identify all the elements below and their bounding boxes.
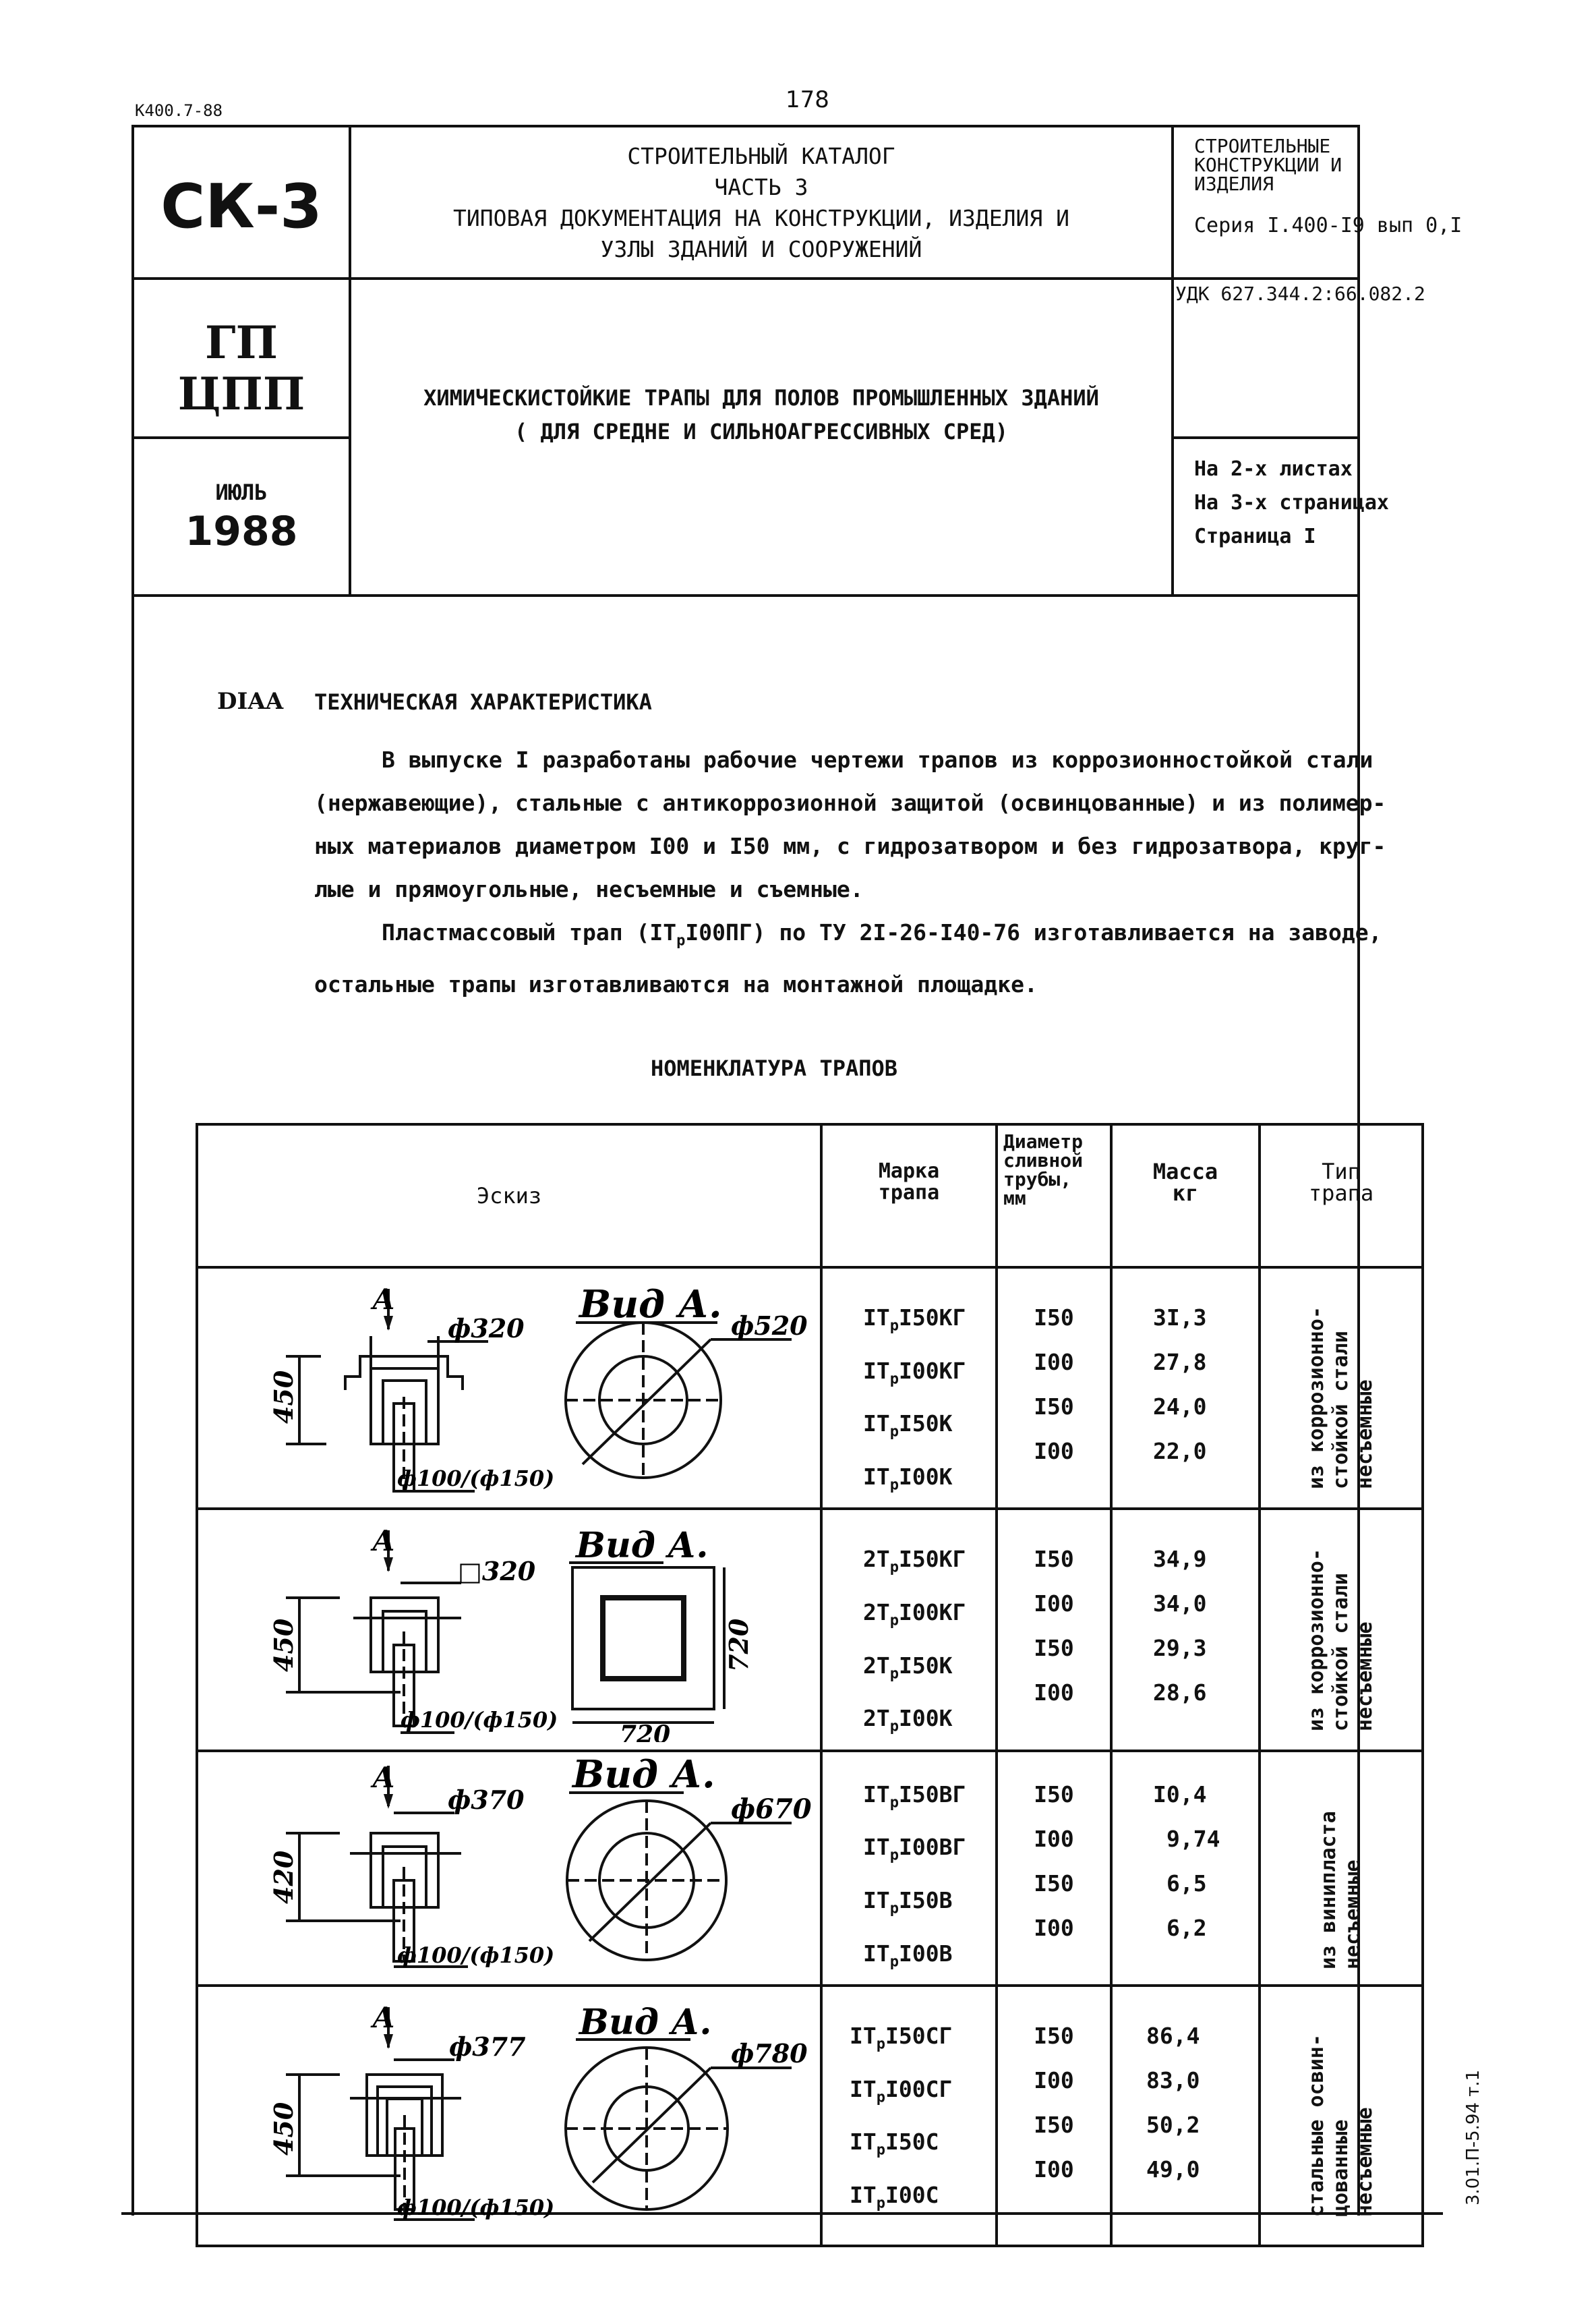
mass-cell-4 — [1111, 1986, 1260, 2246]
mark-cell-1 — [821, 1267, 997, 1509]
arrow-head — [384, 1557, 393, 1572]
table-header-row — [197, 1124, 1423, 1267]
mass-1-1: 3I,3 — [1153, 1304, 1207, 1331]
mass-3-2: 9,74 — [1166, 1825, 1220, 1852]
arrow-label: А — [372, 1524, 396, 1558]
nomenclature-table — [196, 1123, 1424, 2247]
series-text: Серия I.400-I9 вып 0,I — [1194, 214, 1462, 237]
doc-title — [351, 381, 1171, 449]
arrow-label: А — [372, 2001, 396, 2035]
diameter-cell-1 — [997, 1267, 1111, 1509]
date-box — [131, 436, 351, 597]
mass-1-4: 22,0 — [1153, 1438, 1207, 1464]
type-cell-3 — [1260, 1751, 1423, 1986]
height-dim-label: 420 — [268, 1850, 299, 1904]
type-4-line-3: несъемные — [1353, 2107, 1377, 2218]
type-text-2 — [1305, 1529, 1378, 1731]
header-diameter — [997, 1124, 1111, 1267]
sheets-line-2: На 3-х страницах — [1194, 491, 1389, 515]
mark-1-1: $IT_рI50КГ$ — [863, 1304, 966, 1335]
mass-1-2: 27,8 — [1153, 1349, 1207, 1375]
arrow-label: А — [372, 1760, 396, 1794]
page-number: 178 — [786, 86, 829, 113]
sketch-1 — [198, 1269, 817, 1501]
sheets-line-3: Страница I — [1194, 525, 1316, 548]
paragraph-2-part-b: I00ПГ) по ТУ 2I-26-I40-76 изготавливается на заводе, — [685, 919, 1382, 946]
mark-3-4: $IT_рI00В$ — [863, 1940, 953, 1971]
type-text-3 — [1317, 1767, 1365, 1969]
header-mark — [821, 1124, 997, 1267]
mark-1-4: $IT_рI00К$ — [863, 1463, 953, 1494]
trap-body — [345, 1356, 463, 1390]
catalog-title — [351, 141, 1171, 265]
arrow-head — [384, 2034, 393, 2049]
header-diameter-text: Диаметр сливной трубы, мм — [1003, 1130, 1084, 1209]
group-row-2 — [197, 1509, 1423, 1750]
type-4-line-2: цованные — [1329, 2119, 1353, 2218]
catalog-line-3: ТИПОВАЯ ДОКУМЕНТАЦИЯ НА КОНСТРУКЦИИ, ИЗДЕЛИЯ И — [453, 205, 1069, 231]
type-text-4 — [1305, 2015, 1378, 2217]
diameter-4-1: I50 — [1034, 2023, 1074, 2050]
view-dim-label: ф670 — [731, 1793, 812, 1825]
section-code: DIAA — [217, 688, 284, 715]
mark-2-1: $2T_рI50КГ$ — [863, 1546, 966, 1576]
header-sketch: Эскиз — [197, 1124, 821, 1267]
mass-4-4: 49,0 — [1146, 2156, 1200, 2183]
header-mass-text: Масса кг — [1152, 1159, 1218, 1206]
catalog-line-4: УЗЛЫ ЗДАНИЙ И СООРУЖЕНИЙ — [600, 236, 922, 262]
pipe-dim-label: ф100/(ф150) — [397, 2195, 555, 2221]
sketch-4 — [198, 1987, 817, 2242]
sheets-box — [1171, 436, 1389, 597]
diameter-2-2: I00 — [1034, 1590, 1074, 1617]
document-code: К400.7-88 — [135, 101, 223, 120]
view-label: Вид А. — [576, 1525, 709, 1567]
section-heading: ТЕХНИЧЕСКАЯ ХАРАКТЕРИСТИКА — [314, 689, 652, 715]
diameter-4-2: I00 — [1034, 2067, 1074, 2094]
type-3-line-1: из винипласта — [1317, 1811, 1340, 1969]
arrow-head — [384, 1316, 393, 1331]
sk3-box — [131, 125, 351, 280]
diameter-1-3: I50 — [1034, 1393, 1074, 1420]
diameter-1-1: I50 — [1034, 1304, 1074, 1331]
arrow-head — [384, 1794, 393, 1809]
view-dim-label: ф520 — [731, 1310, 808, 1341]
diameter-4-4: I00 — [1034, 2156, 1074, 2183]
diameter-4-3: I50 — [1034, 2112, 1074, 2139]
view-bottom-dim-label: 720 — [620, 1721, 671, 1743]
mass-2-2: 34,0 — [1153, 1590, 1207, 1617]
type-2-line-1: из коррозионно- — [1305, 1548, 1328, 1731]
group-row-3 — [197, 1751, 1423, 1986]
mass-2-3: 29,3 — [1153, 1635, 1207, 1662]
view-label: Вид А. — [579, 1282, 722, 1327]
view-label: Вид А. — [572, 1752, 715, 1797]
type-4-line-1: стальные освин- — [1305, 2034, 1328, 2218]
mass-3-1: I0,4 — [1153, 1781, 1207, 1808]
catalog-line-1: СТРОИТЕЛЬНЫЙ КАТАЛОГ — [627, 143, 895, 169]
mark-2-3: $2T_рI50К$ — [863, 1652, 953, 1683]
height-dim-label: 450 — [268, 1619, 299, 1673]
type-3-line-2: несъемные — [1341, 1859, 1365, 1969]
margin-note: 3.01.П-5.94 т.1 — [1463, 2069, 1483, 2205]
view-side-dim-label: 720 — [723, 1619, 754, 1673]
pipe-dim-label: ф100/(ф150) — [401, 1707, 558, 1733]
table-title: НОМЕНКЛАТУРА ТРАПОВ — [651, 1056, 898, 1081]
diameter-cell-4 — [997, 1986, 1111, 2246]
catalog-line-2: ЧАСТЬ 3 — [714, 174, 808, 200]
paragraph-1-line-4: лые и прямоугольные, несъемные и съемные. — [314, 876, 864, 902]
mass-3-3: 6,5 — [1166, 1870, 1207, 1897]
mark-4-1: $IT_рI50СГ$ — [850, 2023, 953, 2053]
sketch-cell-4 — [197, 1986, 821, 2246]
category-line-2: КОНСТРУКЦИИ И — [1194, 154, 1342, 176]
mass-2-4: 28,6 — [1153, 1679, 1207, 1706]
mark-4-3: $IT_рI50С$ — [850, 2129, 939, 2159]
diameter-3-3: I50 — [1034, 1870, 1074, 1897]
type-1-line-3: несъемные — [1353, 1379, 1377, 1490]
diameter-cell-2 — [997, 1509, 1111, 1750]
catalog-box — [349, 125, 1174, 280]
mark-cell-3 — [821, 1751, 997, 1986]
mass-cell-3 — [1111, 1751, 1260, 1986]
udk-text: УДК 627.344.2:66.082.2 — [1175, 283, 1425, 305]
diameter-1-2: I00 — [1034, 1349, 1074, 1375]
type-text-1 — [1305, 1287, 1378, 1489]
mass-cell-2 — [1111, 1509, 1260, 1750]
arrow-label: А — [372, 1283, 396, 1316]
top-dim-label: ф377 — [449, 2031, 526, 2062]
mark-cell-2 — [821, 1509, 997, 1750]
type-2-line-2: стойкой стали — [1329, 1572, 1353, 1731]
doc-title-box — [349, 277, 1174, 597]
mass-4-1: 86,4 — [1146, 2023, 1200, 2050]
mark-1-2: $IT_рI00КГ$ — [863, 1357, 966, 1388]
height-dim-label: 450 — [268, 1370, 299, 1424]
group-row-4 — [197, 1986, 1423, 2246]
date-month: ИЮЛЬ — [215, 480, 268, 505]
mass-1-3: 24,0 — [1153, 1393, 1207, 1420]
header-type-text: Тип трапа — [1308, 1159, 1374, 1206]
mark-1-3: $IT_рI50К$ — [863, 1410, 953, 1441]
diameter-2-1: I50 — [1034, 1546, 1074, 1573]
paragraph-2-part-a: Пластмассовый трап (IT — [382, 919, 677, 946]
view-dim-label: ф780 — [731, 2038, 808, 2069]
category-line-1: СТРОИТЕЛЬНЫЕ — [1194, 135, 1331, 157]
mass-2-1: 34,9 — [1153, 1546, 1207, 1573]
mark-3-3: $IT_рI50В$ — [863, 1886, 953, 1917]
doc-title-line-1: ХИМИЧЕСКИСТОЙКИЕ ТРАПЫ ДЛЯ ПОЛОВ ПРОМЫШЛЕННЫХ ЗДАНИЙ — [423, 385, 1099, 411]
type-cell-1 — [1260, 1267, 1423, 1509]
diameter-3-1: I50 — [1034, 1781, 1074, 1808]
top-dim-label: ф370 — [448, 1784, 525, 1815]
height-dim-label: 450 — [268, 2102, 299, 2156]
category-line-3: ИЗДЕЛИЯ — [1194, 173, 1274, 195]
paragraph-1-line-3: ных материалов диаметром I00 и I50 мм, с гидрозатвором и без гидрозатвора, круг- — [314, 833, 1386, 859]
top-dim-label: □320 — [458, 1556, 536, 1587]
pipe-dim-label: ф100/(ф150) — [397, 1466, 555, 1491]
header-mark-text: Марка трапа — [878, 1159, 940, 1205]
sketch-cell-3 — [197, 1751, 821, 1986]
paragraph-2-line-1 — [314, 911, 1407, 963]
header-type — [1260, 1124, 1423, 1267]
date-year: 1988 — [185, 508, 298, 555]
sheets-text — [1194, 453, 1389, 554]
dim-line — [593, 2068, 711, 2183]
mass-cell-1 — [1111, 1267, 1260, 1509]
view-label: Вид А. — [579, 2002, 712, 2044]
mark-4-2: $IT_рI00СГ$ — [850, 2075, 953, 2106]
type-cell-2 — [1260, 1509, 1423, 1750]
paragraph-2-line-2: остальные трапы изготавливаются на монтажной площадке. — [314, 971, 1038, 998]
mark-2-2: $2T_рI00КГ$ — [863, 1598, 966, 1629]
sketch-3 — [198, 1752, 817, 1982]
group-row-1 — [197, 1267, 1423, 1509]
type-2-line-3: несъемные — [1353, 1621, 1377, 1731]
top-dim-label: ф320 — [448, 1313, 525, 1343]
type-1-line-2: стойкой стали — [1329, 1331, 1353, 1490]
type-cell-4 — [1260, 1986, 1423, 2246]
mark-3-2: $IT_рI00ВГ$ — [863, 1834, 966, 1864]
paragraph-2-subscript: р — [676, 932, 686, 950]
udk-box — [1171, 277, 1425, 439]
paragraph-1 — [314, 739, 1407, 1006]
mass-4-2: 83,0 — [1146, 2067, 1200, 2094]
mark-cell-4 — [821, 1986, 997, 2246]
org-name-2: ЦПП — [177, 368, 305, 420]
paragraph-1-line-1: В выпуске I разработаны рабочие чертежи трапов из коррозионностойкой стали — [382, 747, 1373, 773]
mark-2-4: $2T_рI00К$ — [863, 1705, 953, 1735]
diameter-3-4: I00 — [1034, 1914, 1074, 1941]
pipe-dim-label: ф100/(ф150) — [397, 1942, 555, 1968]
sketch-cell-2 — [197, 1509, 821, 1750]
org-box — [131, 277, 351, 439]
diameter-cell-3 — [997, 1751, 1111, 1986]
diameter-1-4: I00 — [1034, 1438, 1074, 1464]
sketch-cell-1 — [197, 1267, 821, 1509]
frame-left-line — [131, 597, 134, 2216]
diameter-2-3: I50 — [1034, 1635, 1074, 1662]
org-name-1: ГП — [205, 316, 278, 369]
sk3-code: СК-3 — [160, 171, 322, 242]
diameter-2-4: I00 — [1034, 1679, 1074, 1706]
doc-title-line-2: ( ДЛЯ СРЕДНЕ И СИЛЬНОАГРЕССИВНЫХ СРЕД) — [514, 419, 1009, 444]
category-text — [1194, 137, 1357, 194]
view-inner-square — [603, 1598, 684, 1679]
view-outer-square — [572, 1567, 714, 1709]
mark-3-1: $IT_рI50ВГ$ — [863, 1781, 966, 1812]
type-1-line-1: из коррозионно- — [1305, 1306, 1328, 1490]
category-box — [1171, 125, 1462, 280]
mass-3-4: 6,2 — [1166, 1914, 1207, 1941]
mass-4-3: 50,2 — [1146, 2112, 1200, 2139]
paragraph-1-line-2: (нержавеющие), стальные с антикоррозионной защитой (освинцованные) и из полимер- — [314, 790, 1386, 816]
sketch-2 — [198, 1510, 817, 1742]
sheets-line-1: На 2-х листах — [1194, 457, 1353, 481]
header-mass — [1111, 1124, 1260, 1267]
diameter-3-2: I00 — [1034, 1825, 1074, 1852]
mark-4-4: $IT_рI00С$ — [850, 2181, 939, 2212]
dim-line — [583, 1339, 711, 1464]
